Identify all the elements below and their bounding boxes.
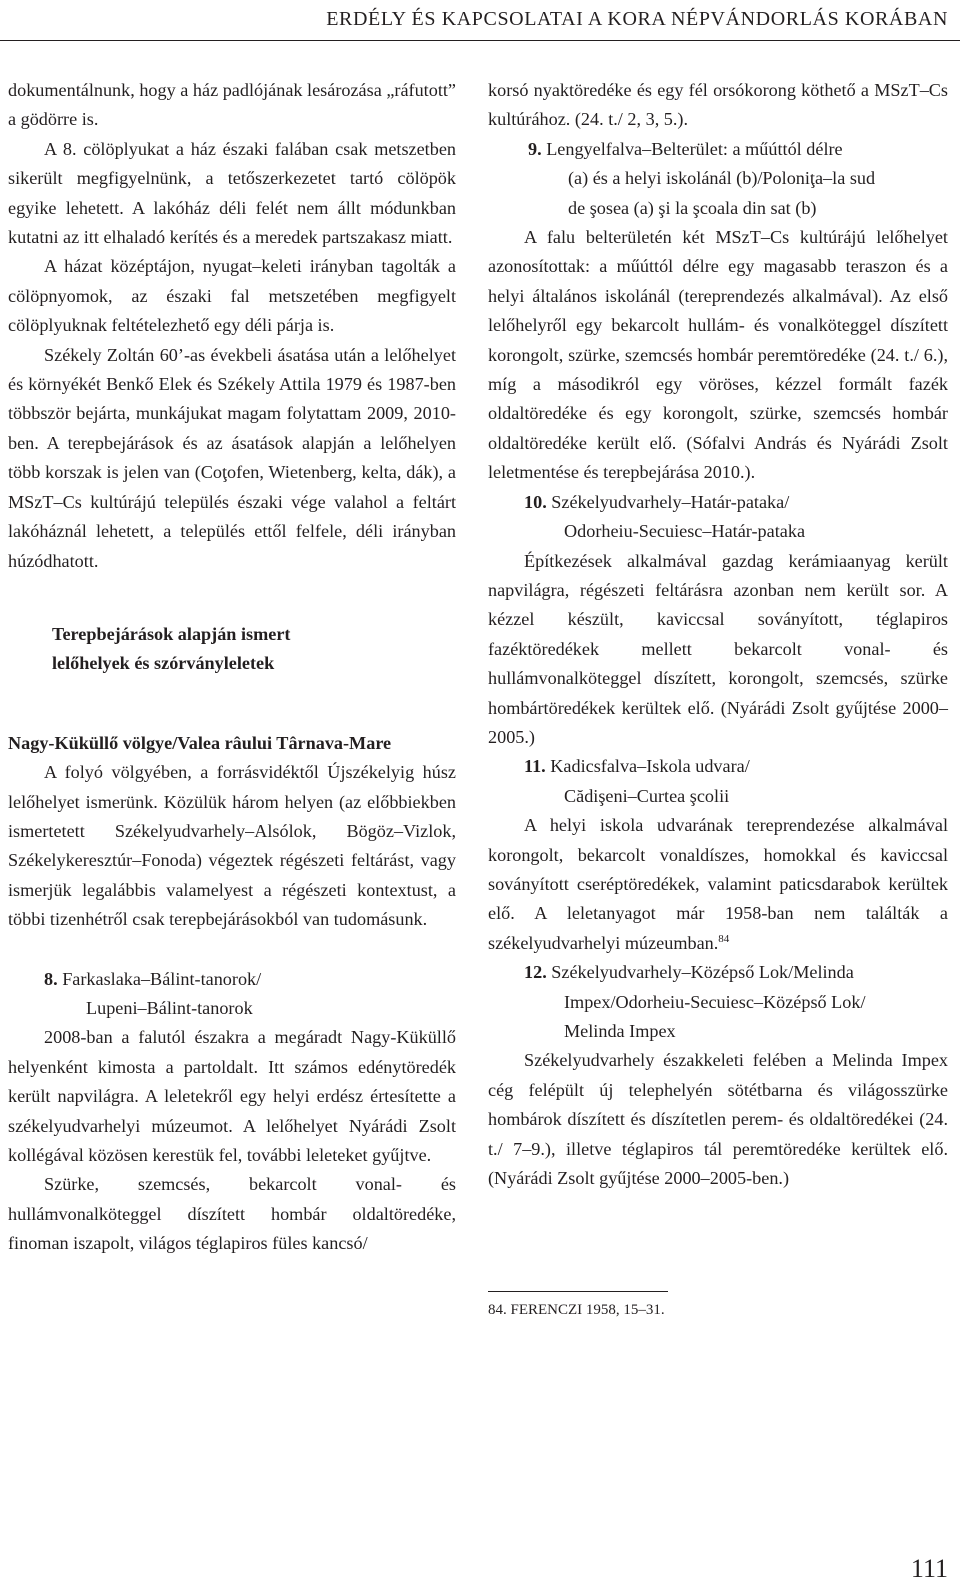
site-entry-10	[488, 488, 948, 547]
site-title-line: de şosea (a) şi la şcoala din sat (b)	[568, 197, 817, 218]
site-title-line: Székelyudvarhely–Határ-pataka/	[551, 491, 790, 512]
paragraph: 2008-ban a falutól északra a megáradt Nagy-Küküllő helyenként kimosta a partoldalt. Itt számos edénytöredék került napvilágra. A leletekről egy helyi erdész értesítette a székelyudvarhelyi múzeumot. A lelőhelyet Nyárádi Zsolt kollégával közösen kerestük fel, további leleteket gyűjtve.	[8, 1027, 456, 1165]
section-heading-line: lelőhelyek és szórványleletek	[52, 653, 275, 674]
site-title-line: Farkaslaka–Bálint-tanorok/	[62, 968, 262, 989]
site-title-line: Odorheiu-Secuiesc–Határ-pataka	[564, 521, 806, 542]
site-title-line: Impex/Odorheiu-Secuiesc–Középső Lok/	[564, 991, 866, 1012]
site-title-line: Lengyelfalva–Belterület: a műúttól délre	[546, 138, 843, 159]
site-number: 12.	[524, 962, 547, 983]
paragraph: Építkezések alkalmával gazdag kerámiaanyag került napvilágra, régészeti feltárásra azonban nem került sor. A kézzel készült, kaviccsal soványított, téglapiros fazéktöredékek mellett bekarcolt vonal- és hullámvonalköteggel díszített, korongolt, szemcsés, szürke hombártöredékek kerültek elő. (Nyárádi Zsolt gyűjtése 2000–2005.)	[488, 550, 948, 747]
footnote-reference[interactable]: 84	[718, 932, 730, 945]
footnote-divider	[488, 1291, 668, 1292]
site-number: 8.	[44, 968, 58, 989]
site-number: 10.	[524, 491, 547, 512]
paragraph: Székely Zoltán 60’-as évekbeli ásatása után a lelőhelyet és környékét Benkő Elek és Székely Attila 1979 és 1987-ben többször bejárta, munkájukat magam folytattam 2009, 2010-ben. A terepbejárások és az ásatások alapján a lelőhelyen több korszak is jelen van (Coţofen, Wietenberg, kelta, dák), a MSzT–Cs kultúrájú település északi vége valahol a feltárt lakóháznál lehetett, a település ettől felfele, déli irányban húzódhatott.	[8, 344, 456, 571]
region-heading: Nagy-Küküllő völgye/Valea râului Târnava-Mare	[8, 732, 392, 753]
paragraph: Szürke, szemcsés, bekarcolt vonal- és hullámvonalköteggel díszített hombár oldaltöredéke, finoman iszapolt, világos téglapiros füles kancsó/	[8, 1174, 456, 1254]
section-heading	[8, 620, 456, 679]
paragraph: Székelyudvarhely északkeleti felében a Melinda Impex cég felépült új telephelyén sötétbarna és világosszürke hombárok díszített és díszítetlen perem- és oldaltöredékei (24. t./ 7–9.), illetve téglapiros tál peremtöredéke kerültek elő. (Nyárádi Zsolt gyűjtése 2000–2005-ben.)	[488, 1050, 948, 1189]
left-column	[8, 76, 456, 1259]
paragraph: A folyó völgyében, a forrásvidéktől Újszékelyig húsz lelőhelyet ismerünk. Közülük három helyen (az előbbiekben ismertetett Székelyudvarhely–Alsólok, Bögöz–Vizlok, Székelykeresztúr–Fonoda) végeztek régészeti feltárást, vagy ismerjük legalábbis valamelyest a régészeti kontextust, a többi tizenhétről csak terepbejárásokból van tudomásunk.	[8, 762, 456, 930]
site-title-line: Cădişeni–Curtea şcolii	[564, 785, 730, 806]
site-title-line: Melinda Impex	[564, 1021, 676, 1041]
site-title-line: Kadicsfalva–Iskola udvara/	[550, 756, 750, 777]
right-column	[488, 76, 948, 1320]
site-entry-9	[488, 135, 948, 223]
site-title-line: Lupeni–Bálint-tanorok	[86, 997, 253, 1018]
site-title-line: (a) és a helyi iskolánál (b)/Poloniţa–la sud	[568, 168, 876, 189]
header-divider	[0, 40, 960, 41]
paragraph: A házat középtájon, nyugat–keleti irányban tagolták a cölöpnyomok, az északi fal metszetében megfigyelt cölöplyuknak feltételezhető egy déli párja is.	[8, 256, 456, 336]
paragraph: dokumentálnunk, hogy a ház padlójának lesározása „ráfutott” a gödörre is.	[8, 80, 456, 130]
site-entry-8	[8, 965, 456, 1024]
paragraph: korsó nyaktöredéke és egy fél orsókorong köthető a MSzT–Cs kultúrához. (24. t./ 2, 3, 5.).	[488, 80, 948, 130]
page-number: 111	[910, 1554, 948, 1583]
paragraph	[488, 811, 948, 958]
site-entry-11	[488, 752, 948, 811]
site-title-line: Székelyudvarhely–Középső Lok/Melinda	[551, 962, 854, 983]
footnote: 84. FERENCZI 1958, 15–31.	[488, 1302, 665, 1319]
running-header: ERDÉLY ÉS KAPCSOLATAI A KORA NÉPVÁNDORLÁS KORÁBAN	[326, 8, 948, 30]
site-number: 9.	[528, 138, 542, 159]
paragraph: A falu belterületén két MSzT–Cs kultúrájú lelőhelyet azonosítottak: a műúttól délre egy magasabb teraszon és a helyi általános iskolánál (tereprendezés alkalmával). Az első lelőhelyről egy bekarcolt hullám- és vonalköteggel díszített korongolt, szürke, szemcsés hombár peremtöredéke (24. t./ 6.), míg a másodikról egy vöröses, kézzel formált fazék oldaltöredéke és egy korongolt, szürke, szemcsés hombár oldaltöredéke került elő. (Sófalvi András és Nyárádi Zsolt leletmentése és terepbejárása 2010.).	[488, 227, 948, 483]
section-heading-line: Terepbejárások alapján ismert	[52, 623, 291, 644]
site-entry-12	[488, 958, 948, 1046]
paragraph: A 8. cölöplyukat a ház északi falában csak metszetben sikerült megfigyelnünk, a tetőszerkezetet tartó cölöpök egyike lehetett. A lakóház déli felét nem állt módunkban kutatni az itt elhaladó kerítés és a meredek partszakasz miatt.	[8, 138, 456, 248]
site-number: 11.	[524, 756, 546, 777]
paragraph-text: A helyi iskola udvarának tereprendezése alkalmával korongolt, bekarcolt vonaldíszes, homokkal és kaviccsal soványított cseréptöredékek, valamint paticsdarabok kerültek elő. A leletanyagot már 1958-ban nem találták a székelyudvarhelyi múzeumban.	[488, 815, 948, 953]
